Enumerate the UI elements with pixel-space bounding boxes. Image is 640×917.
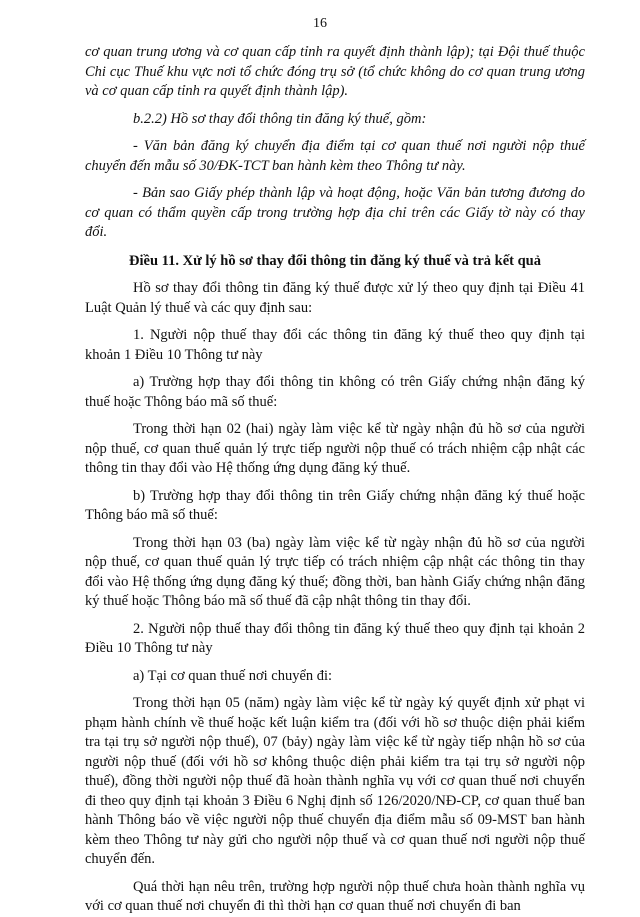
paragraph-article-intro: Hồ sơ thay đổi thông tin đăng ký thuế được xử lý theo quy định tại Điều 41 Luật Quản lý thuế và các quy định sau:	[85, 280, 585, 316]
paragraph-continued: cơ quan trung ương và cơ quan cấp tỉnh ra quyết định thành lập); tại Đội thuế thuộc Chi cục Thuế khu vực nơi tổ chức đóng trụ sở (tổ chức không do cơ quan trung ương và cơ quan cấp tỉnh ra quyết định thành lập).	[85, 44, 585, 99]
paragraph-item-license-copy: - Bản sao Giấy phép thành lập và hoạt động, hoặc Văn bản tương đương do cơ quan có thẩm quyền cấp trong trường hợp địa chỉ trên các Giấy tờ này có thay đổi.	[85, 185, 585, 240]
paragraph-overdue: Quá thời hạn nêu trên, trường hợp người nộp thuế chưa hoàn thành nghĩa vụ với cơ quan thuế nơi chuyển đi thì thời hạn cơ quan thuế nơi chuyển đi ban	[85, 878, 585, 914]
page-body	[85, 43, 585, 917]
page-number: 16	[313, 16, 327, 31]
paragraph-clause-2: 2. Người nộp thuế thay đổi thông tin đăng ký thuế theo quy định tại khoản 2 Điều 10 Thông tư này	[85, 620, 585, 656]
paragraph-clause-1: 1. Người nộp thuế thay đổi các thông tin đăng ký thuế theo quy định tại khoản 1 Điều 10 Thông tư này	[85, 327, 585, 363]
paragraph-item-form: - Văn bản đăng ký chuyển địa điểm tại cơ quan thuế nơi người nộp thuế chuyển đến mẫu số 30/ĐK-TCT ban hành kèm theo Thông tư này.	[85, 138, 585, 174]
paragraph-point-b-deadline: Trong thời hạn 03 (ba) ngày làm việc kể từ ngày nhận đủ hồ sơ của người nộp thuế, cơ quan thuế quản lý trực tiếp có trách nhiệm cập nhật các thông tin thay đổi vào Hệ thống ứng dụng đăng ký thuế; đồng thời, ban hành Giấy chứng nhận đăng ký thuế hoặc Thông báo mã số thuế đã cập nhật thông tin thay đổi.	[85, 534, 585, 609]
paragraph-subsection-b22: b.2.2) Hồ sơ thay đổi thông tin đăng ký thuế, gồm:	[133, 110, 427, 127]
paragraph-point-b: b) Trường hợp thay đổi thông tin trên Giấy chứng nhận đăng ký thuế hoặc Thông báo mã số thuế:	[85, 487, 585, 523]
article-heading: Điều 11. Xử lý hồ sơ thay đổi thông tin đăng ký thuế và trả kết quả	[129, 252, 541, 269]
paragraph-clause-2-deadline: Trong thời hạn 05 (năm) ngày làm việc kể từ ngày ký quyết định xử phạt vi phạm hành chính về thuế hoặc kết luận kiểm tra (đối với hồ sơ thuộc diện phải kiểm tra tại trụ sở người nộp thuế), 07 (bảy) ngày làm việc kể từ ngày tiếp nhận hồ sơ của người nộp thuế (đối với hồ sơ không thuộc diện phải kiểm tra tại trụ sở người nộp thuế), đồng thời người nộp thuế đã hoàn thành nghĩa vụ với cơ quan thuế nơi chuyển đi theo quy định tại khoản 3 Điều 6 Nghị định số 126/2020/NĐ-CP, cơ quan thuế ban hành Thông báo về việc người nộp thuế chuyển địa điểm mẫu số 09-MST ban hành kèm theo Thông tư này gửi cho người nộp thuế và cơ quan thuế nơi người nộp thuế chuyển đến.	[85, 695, 585, 867]
paragraph-point-a: a) Trường hợp thay đổi thông tin không có trên Giấy chứng nhận đăng ký thuế hoặc Thông báo mã số thuế:	[85, 374, 585, 410]
paragraph-clause-2-point-a: a) Tại cơ quan thuế nơi chuyển đi:	[133, 667, 333, 684]
paragraph-point-a-deadline: Trong thời hạn 02 (hai) ngày làm việc kể từ ngày nhận đủ hồ sơ của người nộp thuế, cơ quan thuế quản lý trực tiếp người nộp thuế có trách nhiệm cập nhật các thông tin thay đổi vào Hệ thống ứng dụng đăng ký thuế.	[85, 421, 585, 476]
